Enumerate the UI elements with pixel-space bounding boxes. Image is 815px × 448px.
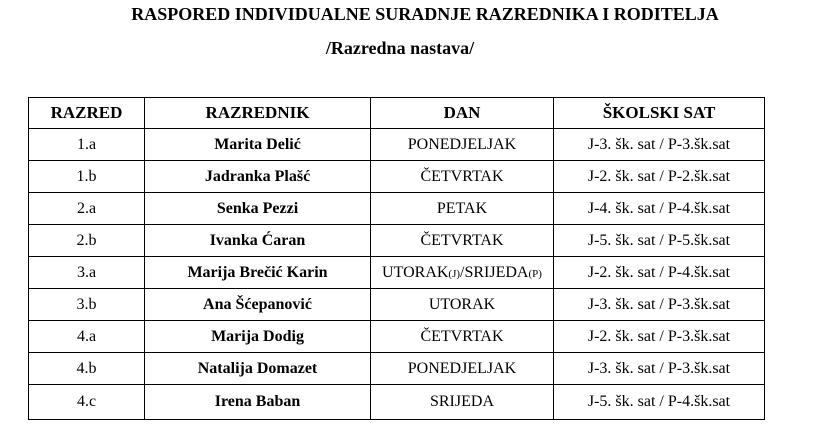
table-header-row bbox=[29, 98, 765, 129]
cell-razred: 4.a bbox=[29, 321, 145, 353]
day-suffix: (P) bbox=[528, 267, 542, 280]
table-row bbox=[29, 385, 765, 420]
cell-razred: 4.c bbox=[29, 385, 145, 420]
cell-razrednik: Irena Baban bbox=[145, 385, 371, 420]
cell-razrednik: Ivanka Ćaran bbox=[145, 225, 371, 257]
cell-dan: ČETVRTAK bbox=[371, 225, 554, 257]
cell-razrednik: Ana Šćepanović bbox=[145, 289, 371, 321]
table-row bbox=[29, 193, 765, 225]
cell-razred: 1.a bbox=[29, 129, 145, 161]
cell-razred: 1.b bbox=[29, 161, 145, 193]
cell-skolski-sat: J-4. šk. sat / P-4.šk.sat bbox=[554, 193, 765, 225]
table-row bbox=[29, 353, 765, 385]
cell-skolski-sat: J-5. šk. sat / P-5.šk.sat bbox=[554, 225, 765, 257]
table-row bbox=[29, 225, 765, 257]
header-razred: RAZRED bbox=[29, 98, 145, 129]
cell-razred: 3.b bbox=[29, 289, 145, 321]
cell-razred: 3.a bbox=[29, 257, 145, 289]
cell-razred: 2.b bbox=[29, 225, 145, 257]
cell-razrednik: Marija Brečić Karin bbox=[145, 257, 371, 289]
table-row bbox=[29, 257, 765, 289]
cell-razred: 2.a bbox=[29, 193, 145, 225]
cell-razrednik: Marija Dodig bbox=[145, 321, 371, 353]
cell-dan: SRIJEDA bbox=[371, 385, 554, 420]
cell-dan: PONEDJELJAK bbox=[371, 353, 554, 385]
schedule-table bbox=[28, 97, 765, 420]
table-row bbox=[29, 321, 765, 353]
cell-dan: PONEDJELJAK bbox=[371, 129, 554, 161]
header-dan: DAN bbox=[371, 98, 554, 129]
cell-dan: ČETVRTAK bbox=[371, 321, 554, 353]
day-main: UTORAK bbox=[382, 263, 449, 281]
cell-dan: ČETVRTAK bbox=[371, 161, 554, 193]
cell-razrednik: Natalija Domazet bbox=[145, 353, 371, 385]
cell-dan: PETAK bbox=[371, 193, 554, 225]
document-title: RASPORED INDIVIDUALNE SURADNJE RAZREDNIKA I RODITELJA bbox=[131, 4, 719, 24]
cell-skolski-sat: J-2. šk. sat / P-4.šk.sat bbox=[554, 257, 765, 289]
cell-razrednik: Marita Delić bbox=[145, 129, 371, 161]
table-row bbox=[29, 161, 765, 193]
table-row bbox=[29, 129, 765, 161]
day-main: /SRIJEDA bbox=[460, 263, 529, 281]
cell-skolski-sat: J-3. šk. sat / P-3.šk.sat bbox=[554, 353, 765, 385]
cell-skolski-sat: J-3. šk. sat / P-3.šk.sat bbox=[554, 129, 765, 161]
header-razrednik: RAZREDNIK bbox=[145, 98, 371, 129]
cell-skolski-sat: J-3. šk. sat / P-3.šk.sat bbox=[554, 289, 765, 321]
cell-razred: 4.b bbox=[29, 353, 145, 385]
cell-dan bbox=[371, 257, 554, 289]
cell-razrednik: Senka Pezzi bbox=[145, 193, 371, 225]
cell-skolski-sat: J-2. šk. sat / P-3.šk.sat bbox=[554, 321, 765, 353]
cell-razrednik: Jadranka Plašć bbox=[145, 161, 371, 193]
document-subtitle: /Razredna nastava/ bbox=[325, 38, 475, 58]
table-row bbox=[29, 289, 765, 321]
header-skolski-sat: ŠKOLSKI SAT bbox=[554, 98, 765, 129]
cell-skolski-sat: J-2. šk. sat / P-2.šk.sat bbox=[554, 161, 765, 193]
day-suffix: (J) bbox=[448, 267, 461, 280]
cell-dan: UTORAK bbox=[371, 289, 554, 321]
cell-skolski-sat: J-5. šk. sat / P-4.šk.sat bbox=[554, 385, 765, 420]
